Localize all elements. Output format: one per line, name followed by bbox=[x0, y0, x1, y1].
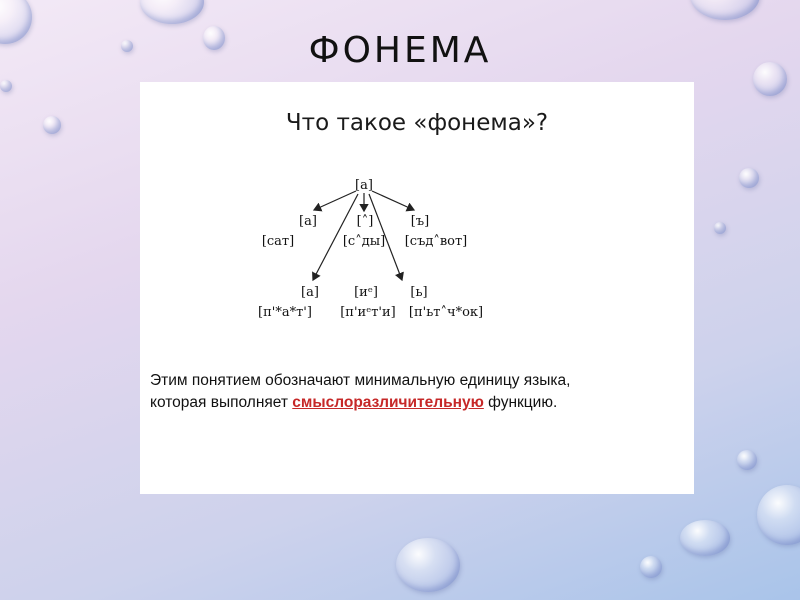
phoneme-tree-diagram bbox=[140, 82, 694, 322]
row1-example: [съд˄вот] bbox=[404, 234, 468, 249]
definition-text-after: функцию. bbox=[483, 394, 558, 411]
row1-sound: [a] bbox=[299, 214, 317, 229]
water-drop bbox=[396, 538, 460, 592]
water-drop bbox=[640, 556, 662, 578]
row2-example: [п'ьт˄ч*ок] bbox=[408, 305, 484, 320]
water-drop bbox=[757, 485, 800, 545]
row1-example: [с˄ды] bbox=[342, 234, 386, 249]
root-sound: [a] bbox=[355, 178, 373, 193]
row1-sound: [˄] bbox=[356, 214, 374, 229]
content-card bbox=[140, 82, 694, 494]
row2-sound: [ь] bbox=[410, 285, 428, 300]
water-drop bbox=[680, 520, 730, 556]
tree-arrow bbox=[314, 191, 356, 210]
water-drop bbox=[739, 168, 759, 188]
slide-title: ФОНЕМА bbox=[308, 30, 492, 71]
water-drop bbox=[737, 450, 757, 470]
water-drop bbox=[714, 222, 726, 234]
water-drop bbox=[43, 116, 61, 134]
water-drop bbox=[140, 0, 204, 24]
definition-text bbox=[150, 370, 690, 414]
row1-example: [сат] bbox=[261, 234, 295, 249]
definition-line-1: Этим понятием обозначают минимальную единицу языка, bbox=[150, 372, 571, 389]
row2-sound: [a] bbox=[301, 285, 319, 300]
definition-text-before: которая выполняет bbox=[150, 394, 293, 411]
row1-sound: [ъ] bbox=[410, 214, 430, 229]
row2-sound: [иᵉ] bbox=[354, 285, 378, 300]
water-drop bbox=[0, 80, 12, 92]
highlighted-term: смыслоразличительную bbox=[292, 394, 484, 411]
tree-arrow bbox=[372, 191, 414, 210]
card-heading: Что такое «фонема»? bbox=[285, 110, 549, 136]
row2-example: [п'иᵉт'и] bbox=[340, 305, 396, 320]
definition-line-2 bbox=[150, 392, 690, 414]
row2-example: [п'*а*т'] bbox=[258, 305, 312, 320]
water-drop bbox=[690, 0, 760, 20]
